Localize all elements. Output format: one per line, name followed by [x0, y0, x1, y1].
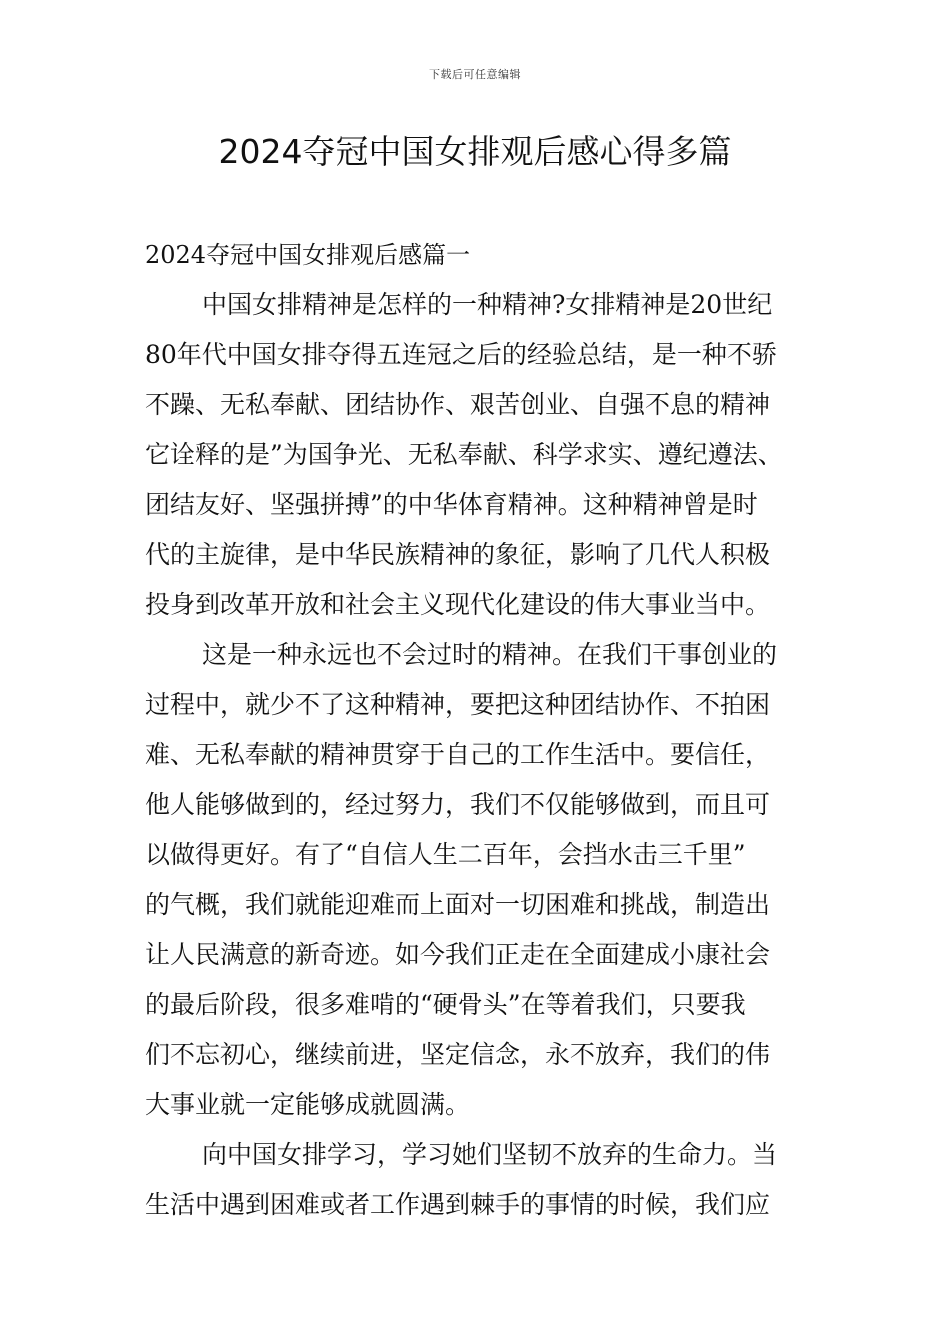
- text-line: 这是一种永远也不会过时的精神。在我们干事创业的: [202, 640, 778, 669]
- text-line: 代的主旋律，是中华民族精神的象征，影响了几代人积极: [145, 540, 771, 569]
- document-body: [145, 230, 815, 1230]
- text-line: 以做得更好。有了“自信人生二百年，会挡水击三千里”: [145, 840, 746, 869]
- text-line: 们不忘初心，继续前进，坚定信念，永不放弃，我们的伟: [145, 1040, 771, 1069]
- text-line: 中国女排精神是怎样的一种精神?女排精神是20世纪: [202, 290, 773, 319]
- text-line: 不躁、无私奉献、团结协作、艰苦创业、自强不息的精神: [145, 390, 771, 419]
- text-line: 的最后阶段，很多难啃的“硬骨头”在等着我们，只要我: [145, 990, 746, 1019]
- section-heading: 2024夺冠中国女排观后感篇一: [145, 241, 471, 269]
- text-line: 的气概，我们就能迎难而上面对一切困难和挑战，制造出: [145, 890, 771, 919]
- text-line: 向中国女排学习，学习她们坚韧不放弃的生命力。当: [202, 1140, 778, 1169]
- document-title: 2024夺冠中国女排观后感心得多篇: [218, 132, 732, 171]
- text-line: 生活中遇到困难或者工作遇到棘手的事情的时候，我们应: [145, 1190, 771, 1219]
- text-line: 过程中，就少不了这种精神，要把这种团结协作、不拍困: [145, 690, 771, 719]
- text-line: 投身到改革开放和社会主义现代化建设的伟大事业当中。: [145, 590, 771, 619]
- text-line: 它诠释的是”为国争光、无私奉献、科学求实、遵纪遵法、: [145, 440, 783, 469]
- text-line: 让人民满意的新奇迹。如今我们正走在全面建成小康社会: [145, 940, 771, 969]
- text-line: 他人能够做到的，经过努力，我们不仅能够做到，而且可: [145, 790, 771, 819]
- header-note: 下载后可任意编辑: [429, 68, 521, 81]
- text-line: 难、无私奉献的精神贯穿于自己的工作生活中。要信任，: [145, 740, 771, 769]
- paragraph-lines: [145, 280, 815, 1230]
- text-line: 团结友好、坚强拼搏”的中华体育精神。这种精神曾是时: [145, 490, 758, 519]
- text-line: 大事业就一定能够成就圆满。: [145, 1090, 471, 1119]
- text-line: 80年代中国女排夺得五连冠之后的经验总结，是一种不骄: [145, 340, 777, 369]
